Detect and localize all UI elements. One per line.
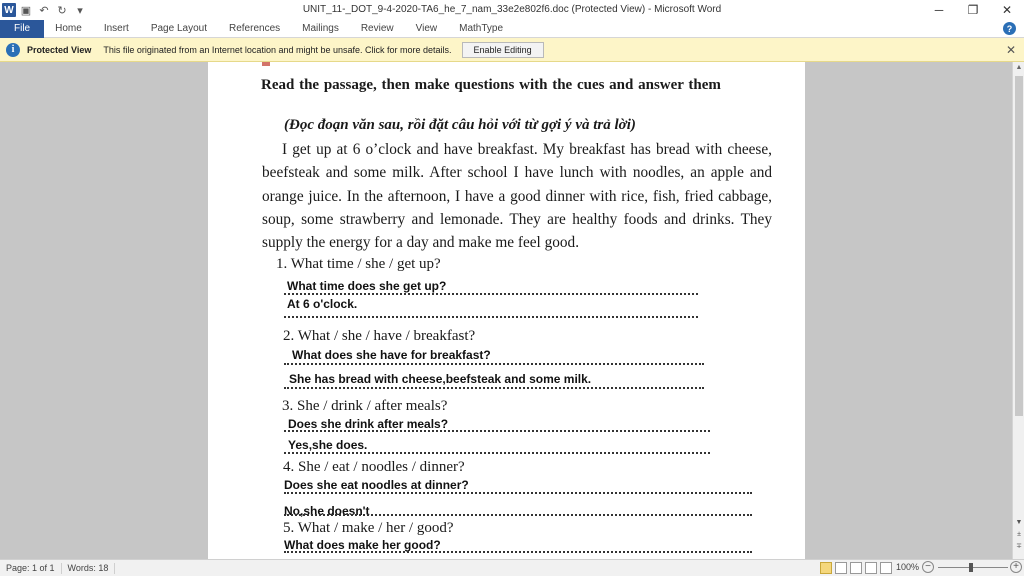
close-button[interactable]: ✕ — [1001, 3, 1013, 17]
answer-line: What does she have for breakfast? — [292, 348, 491, 362]
question-cue: 5. What / make / her / good? — [283, 520, 454, 536]
dotted-line — [284, 293, 698, 295]
question-cue: 1. What time / she / get up? — [276, 256, 441, 272]
tab-mathtype[interactable]: MathType — [459, 22, 504, 34]
protected-view-label: Protected View — [27, 44, 92, 55]
info-icon: i — [6, 43, 20, 57]
question-cue: 4. She / eat / noodles / dinner? — [283, 459, 465, 475]
enable-editing-button[interactable]: Enable Editing — [462, 42, 544, 58]
zoom-out-icon[interactable]: − — [922, 561, 934, 573]
document-page[interactable] — [208, 62, 805, 559]
exercise-heading: Read the passage, then make questions with the cues and answer them — [261, 77, 721, 93]
dotted-line — [284, 430, 710, 432]
draft-view-icon[interactable] — [880, 562, 892, 574]
ribbon-tabs — [0, 20, 1024, 38]
vertical-scrollbar[interactable] — [1012, 62, 1024, 559]
tab-home[interactable]: Home — [55, 22, 82, 34]
tab-mailings[interactable]: Mailings — [302, 22, 339, 34]
zoom-level[interactable]: 100% — [896, 562, 920, 572]
dotted-line — [284, 551, 752, 553]
question-cue: 3. She / drink / after meals? — [282, 398, 448, 414]
tab-page-layout[interactable]: Page Layout — [150, 22, 207, 34]
dotted-line — [284, 492, 752, 494]
window-title: UNIT_11-_DOT_9-4-2020-TA6_he_7_nam_33e2e802f6.doc (Protected View) - Microsoft Word — [302, 4, 722, 15]
tab-references[interactable]: References — [229, 22, 281, 34]
protected-view-message[interactable]: This file originated from an Internet location and might be unsafe. Click for more details. — [103, 44, 452, 55]
scroll-down-icon[interactable]: ▼ — [1015, 519, 1023, 526]
scroll-thumb[interactable] — [1015, 76, 1023, 416]
zoom-slider[interactable] — [938, 567, 1008, 568]
page-count[interactable]: Page: 1 of 1 — [0, 563, 62, 574]
dotted-line — [284, 514, 752, 516]
redo-icon[interactable]: ↻ — [57, 4, 67, 17]
undo-icon[interactable]: ↶ — [39, 4, 49, 17]
answer-line: At 6 o'clock. — [287, 297, 358, 311]
dotted-line — [284, 363, 704, 365]
web-layout-view-icon[interactable] — [850, 562, 862, 574]
exercise-subheading: (Đọc đoạn văn sau, rồi đặt câu hỏi với từ gợi ý và trả lời) — [284, 117, 636, 133]
answer-line: Yes,she does. — [288, 438, 368, 452]
question-cue: 2. What / she / have / breakfast? — [283, 328, 476, 344]
word-count[interactable]: Words: 18 — [62, 563, 116, 574]
answer-line: What time does she get up? — [287, 279, 447, 293]
previous-page-icon[interactable]: ± — [1017, 531, 1021, 538]
zoom-in-icon[interactable]: + — [1010, 561, 1022, 573]
restore-button[interactable]: ❐ — [967, 3, 979, 17]
answer-line: No,she doesn't — [284, 504, 370, 518]
close-icon[interactable]: ✕ — [1005, 43, 1016, 57]
next-page-icon[interactable]: ∓ — [1016, 543, 1022, 550]
dotted-line — [284, 387, 704, 389]
tab-insert[interactable]: Insert — [103, 22, 129, 34]
tab-view[interactable]: View — [415, 22, 438, 34]
view-buttons — [820, 562, 892, 574]
answer-line: What does make her good? — [284, 538, 441, 552]
customize-toolbar-icon[interactable]: ▾ — [77, 4, 83, 17]
save-icon[interactable]: ▣ — [20, 4, 32, 17]
outline-view-icon[interactable] — [865, 562, 877, 574]
dotted-line — [284, 452, 710, 454]
tab-review[interactable]: Review — [360, 22, 394, 34]
window-controls — [922, 0, 1024, 20]
dotted-line — [284, 316, 698, 318]
document-area[interactable] — [0, 62, 1012, 559]
full-screen-reading-view-icon[interactable] — [835, 562, 847, 574]
zoom-slider-thumb[interactable] — [969, 563, 973, 572]
help-icon[interactable]: ? — [1003, 22, 1016, 35]
scroll-up-icon[interactable]: ▲ — [1015, 64, 1023, 71]
minimize-button[interactable]: ─ — [934, 3, 944, 17]
answer-line: Does she drink after meals? — [288, 417, 449, 431]
print-layout-view-icon[interactable] — [820, 562, 832, 574]
reading-passage: I get up at 6 o’clock and have breakfast. My breakfast has bread with cheese, beefsteak and some milk. After school I have lunch with noodles, an apple and orange juice. In the afternoon, I have a good dinner with rice, fish, fried cabbage, soup, some strawberry and lemonade. They are healthy foods and drinks. They supply the energy for a day and make me feel good. — [262, 141, 772, 252]
title-bar — [0, 0, 1024, 20]
status-bar — [0, 559, 1024, 576]
word-logo-icon[interactable]: W — [2, 3, 16, 17]
quick-access-toolbar — [0, 0, 88, 20]
protected-view-bar[interactable] — [0, 38, 1024, 62]
scan-artifact — [262, 62, 270, 66]
answer-line: Does she eat noodles at dinner? — [284, 478, 469, 492]
tab-file[interactable]: File — [0, 20, 44, 38]
answer-line: She has bread with cheese,beefsteak and some milk. — [289, 372, 592, 386]
